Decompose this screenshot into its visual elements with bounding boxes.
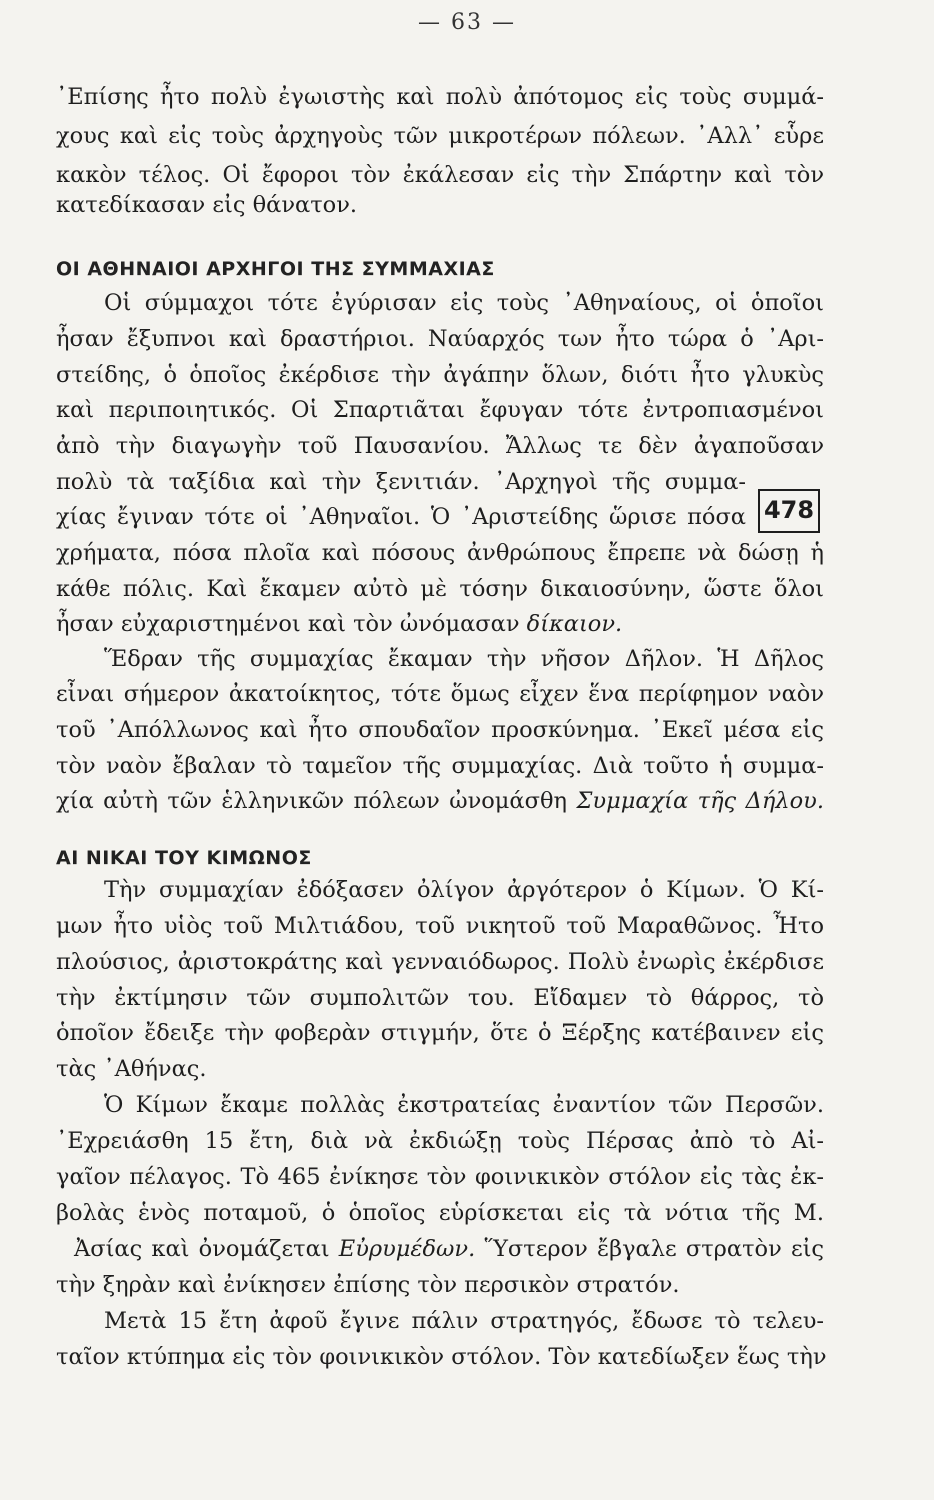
text-line [56,613,824,636]
section-heading: ΑΙ ΝΙΚΑΙ ΤΟΥ ΚΙΜΩΝΟΣ [56,847,312,869]
text-line: πλούσιος, ἀριστοκράτης καὶ γενναιόδωρος. Πολὺ ἐνωρὶς ἐκέρδισε [56,949,824,975]
text-line: μων ἦτο υἱὸς τοῦ Μιλτιάδου, τοῦ νικητοῦ τοῦ Μαραθῶνος. Ἦτο [56,913,824,939]
text-line: στείδης, ὁ ὁποῖος ἐκέρδισε τὴν ἀγάπην ὅλων, διότι ἦτο γλυκὺς [56,362,824,388]
text-line: κακὸν τέλος. Οἱ ἔφοροι τὸν ἐκάλεσαν εἰς τὴν Σπάρτην καὶ τὸν [56,162,824,188]
text-line: βολὰς ἑνὸς ποταμοῦ, ὁ ὁποῖος εὑρίσκεται εἰς τὰ νότια τῆς Μ. [56,1200,824,1226]
text-line: ταῖον κτύπημα εἰς τὸν φοινικικὸν στόλον. Τὸν κατεδίωξεν ἕως τὴν [56,1344,827,1370]
italic-term: Εὐρυμέδων. [338,1236,476,1262]
text-line: πολὺ τὰ ταξίδια καὶ τὴν ξενιτιάν. ᾿Αρχηγοὶ τῆς συμμα- [56,469,746,495]
text-line: εἶναι σήμερον ἀκατοίκητος, τότε ὅμως εἶχεν ἕνα περίφημον ναὸν [56,681,824,707]
text-run: ἦσαν εὐχαριστημένοι καὶ τὸν ὠνόμασαν [56,611,520,637]
text-line: χίας ἔγιναν τότε οἱ ᾿Αθηναῖοι. Ὁ ᾿Αριστείδης ὥρισε πόσα [56,504,746,530]
text-line [74,1238,824,1261]
text-line: ὁποῖον ἔδειξε τὴν φοβερὰν στιγμήν, ὅτε ὁ Ξέρξης κατέβαινεν εἰς [56,1020,824,1046]
text-line: Τὴν συμμαχίαν ἐδόξασεν ὀλίγον ἀργότερον ὁ Κίμων. Ὁ Κί- [104,877,824,903]
text-run: Ἀσίας καὶ ὀνομάζεται [74,1236,330,1262]
text-line: τὴν ἐκτίμησιν τῶν συμπολιτῶν του. Εἴδαμεν τὸ θάρρος, τὸ [56,985,824,1011]
text-line: Οἱ σύμμαχοι τότε ἐγύρισαν εἰς τοὺς ᾿Αθηναίους, οἱ ὁποῖοι [104,290,824,316]
text-line: κάθε πόλις. Καὶ ἔκαμεν αὐτὸ μὲ τόσην δικαιοσύνην, ὥστε ὅλοι [56,576,824,602]
text-run: Ὕστερον ἔβγαλε στρατὸν εἰς [484,1236,825,1262]
text-line: κατεδίκασαν εἰς θάνατον. [56,192,358,218]
text-line: ἀπὸ τὴν διαγωγὴν τοῦ Παυσανίου. Ἄλλως τε δὲν ἀγαποῦσαν [56,433,824,459]
text-line: τὴν ξηρὰν καὶ ἐνίκησεν ἐπίσης τὸν περσικὸν στρατόν. [56,1272,680,1298]
italic-term: δίκαιον. [526,611,623,637]
text-line: Ὁ Κίμων ἔκαμε πολλὰς ἐκστρατείας ἐναντίον τῶν Περσῶν. [104,1092,824,1118]
text-line: τὰς ᾿Αθήνας. [56,1056,207,1082]
section-heading: ΟΙ ΑΘΗΝΑΙΟΙ ΑΡΧΗΓΟΙ ΤΗΣ ΣΥΜΜΑΧΙΑΣ [56,258,495,280]
text-line: τὸν ναὸν ἔβαλαν τὸ ταμεῖον τῆς συμμαχίας. Διὰ τοῦτο ἡ συμμα- [56,753,824,779]
text-line: ᾿Επίσης ἦτο πολὺ ἐγωιστὴς καὶ πολὺ ἀπότομος εἰς τοὺς συμμά- [56,84,824,110]
text-line: γαῖον πέλαγος. Τὸ 465 ἐνίκησε τὸν φοινικικὸν στόλον εἰς τὰς ἐκ- [56,1164,824,1190]
text-line [56,790,824,813]
text-line: τοῦ ᾿Απόλλωνος καὶ ἦτο σπουδαῖον προσκύνημα. ᾿Εκεῖ μέσα εἰς [56,717,824,743]
margin-date-box: 478 [758,489,820,533]
text-line: χους καὶ εἰς τοὺς ἀρχηγοὺς τῶν μικροτέρων πόλεων. ᾿Αλλ᾽ εὗρε [56,123,824,149]
text-line: ἦσαν ἔξυπνοι καὶ δραστήριοι. Ναύαρχός των ἦτο τώρα ὁ ᾿Αρι- [56,326,824,352]
text-line: ᾿Εχρειάσθη 15 ἔτη, διὰ νὰ ἐκδιώξῃ τοὺς Πέρσας ἀπὸ τὸ Αἰ- [56,1128,824,1154]
text-line: καὶ περιποιητικός. Οἱ Σπαρτιᾶται ἔφυγαν τότε ἐντροπιασμένοι [56,397,824,423]
text-line: Ἕδραν τῆς συμμαχίας ἔκαμαν τὴν νῆσον Δῆλον. Ἡ Δῆλος [104,646,824,672]
text-line: χρήματα, πόσα πλοῖα καὶ πόσους ἀνθρώπους ἔπρεπε νὰ δώσῃ ἡ [56,540,824,566]
page-number: — 63 — [418,10,516,35]
text-run: χία αὐτὴ τῶν ἑλληνικῶν πόλεων ὠνομάσθη [56,788,567,814]
italic-term: Συμμαχία τῆς Δήλου. [576,788,824,814]
text-line: Μετὰ 15 ἔτη ἀφοῦ ἔγινε πάλιν στρατηγός, ἔδωσε τὸ τελευ- [104,1308,824,1334]
